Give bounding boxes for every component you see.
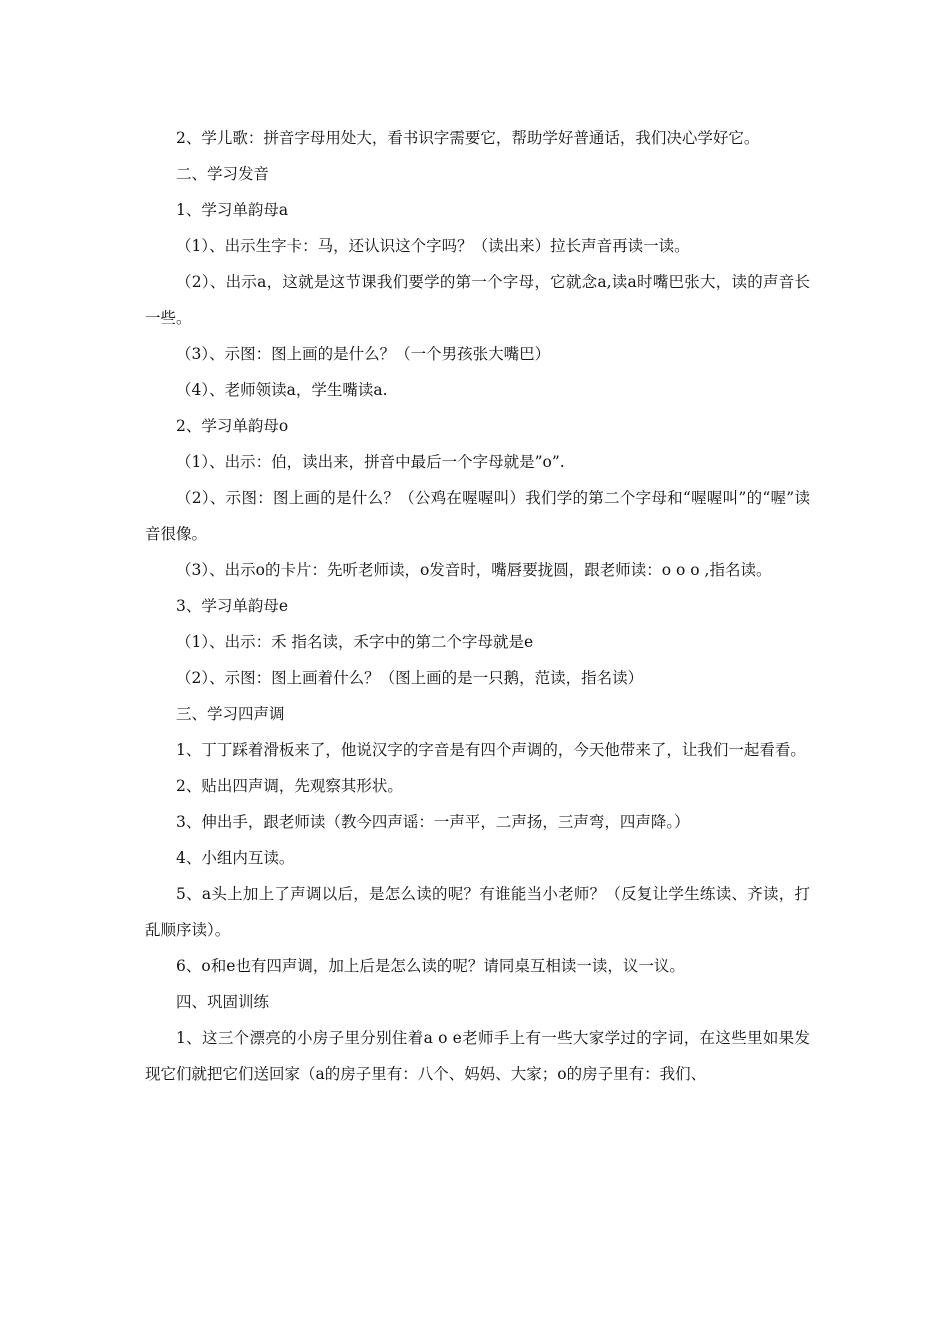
paragraph: 1、这三个漂亮的小房子里分别住着a o e老师手上有一些大家学过的字词，在这些里如果发现它们就把它们送回家（a的房子里有：八个、妈妈、大家；o的房子里有：我们、: [145, 1029, 810, 1083]
paragraph: （3）、示图：图上画的是什么？（一个男孩张大嘴巴）: [176, 345, 551, 363]
paragraph: 1、丁丁踩着滑板来了，他说汉字的字音是有四个声调的，今天他带来了，让我们一起看看。: [176, 741, 806, 759]
paragraph: 6、o和e也有四声调，加上后是怎么读的呢？请同桌互相读一读，议一议。: [176, 957, 685, 975]
paragraph: （2）、出示a，这就是这节课我们要学的第一个字母，它就念a,读a时嘴巴张大，读的声音长一些。: [145, 273, 810, 327]
paragraph: （2）、示图：图上画的是什么？（公鸡在喔喔叫）我们学的第二个字母和“喔喔叫”的“喔”读音很像。: [145, 489, 810, 543]
paragraph: （3）、出示o的卡片：先听老师读，o发音时，嘴唇要拢圆，跟老师读：o o o ,指名读。: [176, 561, 772, 579]
document-body: [145, 120, 810, 1092]
paragraph: （1）、出示：伯，读出来，拼音中最后一个字母就是”o”.: [176, 453, 565, 471]
paragraph: 4、小组内互读。: [176, 849, 295, 867]
section-heading: 四、巩固训练: [176, 993, 270, 1011]
section-heading: 二、学习发音: [176, 165, 270, 183]
paragraph: （2）、示图：图上画着什么？（图上画的是一只鹅，范读，指名读）: [176, 669, 644, 687]
paragraph: 5、a头上加上了声调以后，是怎么读的呢？有谁能当小老师？（反复让学生练读、齐读，打乱顺序读）。: [145, 885, 810, 939]
paragraph: 3、伸出手，跟老师读（教今四声谣：一声平，二声扬，三声弯，四声降。）: [176, 813, 690, 831]
subheading: 2、学习单韵母o: [176, 417, 289, 435]
section-heading: 三、学习四声调: [176, 705, 285, 723]
subheading: 1、学习单韵母a: [176, 201, 289, 219]
paragraph: 2、贴出四声调，先观察其形状。: [176, 777, 403, 795]
paragraph: （1）、出示：禾 指名读，禾字中的第二个字母就是e: [176, 633, 534, 651]
paragraph: （1）、出示生字卡：马，还认识这个字吗？（读出来）拉长声音再读一读。: [176, 237, 690, 255]
subheading: 3、学习单韵母e: [176, 597, 289, 615]
paragraph: （4）、老师领读a，学生嘴读a.: [176, 381, 388, 399]
paragraph: 2、学儿歌：拼音字母用处大，看书识字需要它，帮助学好普通话，我们决心学好它。: [176, 129, 760, 147]
